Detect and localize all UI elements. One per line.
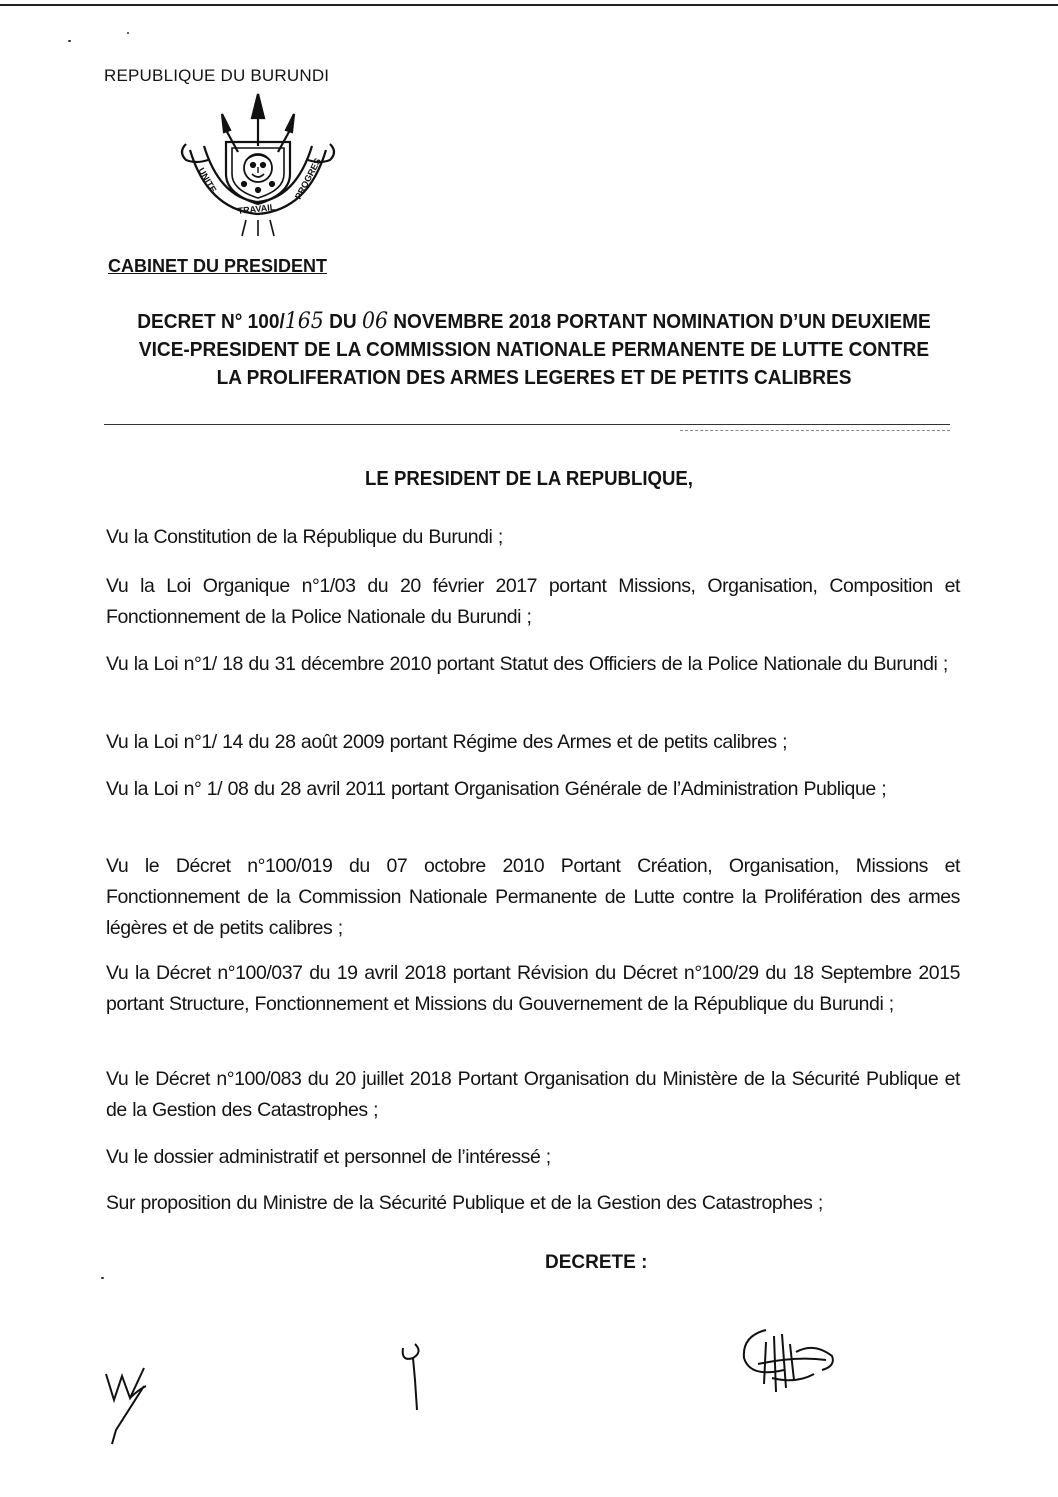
consideration-paragraph: Vu la Décret n°100/037 du 19 avril 2018 portant Révision du Décret n°100/29 du 18 Septembre 2015 portant Structure, Fonctionnement et Missions du Gouvernement de la République du Burundi ; — [106, 962, 960, 1015]
consideration-paragraph: Vu la Loi Organique n°1/03 du 20 février 2017 portant Missions, Organisation, Composition et Fonctionnement de la Police Nationale du Burundi ; — [106, 575, 960, 628]
handwritten-decree-number: 165 — [284, 309, 324, 334]
consideration-paragraph: Vu la Constitution de la République du Burundi ; — [106, 526, 503, 548]
consideration-paragraph: Sur proposition du Ministre de la Sécurité Publique et de la Gestion des Catastrophes ; — [106, 1192, 823, 1214]
scan-speck — [101, 1277, 104, 1279]
motto-unite: UNITE — [196, 166, 219, 195]
scan-speck — [127, 32, 129, 34]
scan-top-border — [0, 4, 1058, 6]
consideration-paragraph: Vu la Loi n°1/ 14 du 28 août 2009 portant Régime des Armes et de petits calibres ; — [106, 731, 788, 753]
burundi-coat-of-arms-emblem — [168, 90, 348, 242]
title-part3: NOVEMBRE 2018 PORTANT NOMINATION D’UN DEUXIEME VICE-PRESIDENT DE LA COMMISSION NATIONALE PERMANENTE DE LUTTE CONTRE LA PROLIFERATION DES ARMES LEGERES ET DE PETITS CALIBRES — [138, 310, 931, 389]
decrete-heading: DECRETE : — [545, 1252, 648, 1273]
republic-name: REPUBLIQUE DU BURUNDI — [104, 66, 330, 85]
motto-travail: TRAVAIL — [237, 202, 276, 216]
president-heading: LE PRESIDENT DE LA REPUBLIQUE, — [365, 468, 693, 490]
initials-signature-left — [100, 1360, 160, 1446]
scan-speck — [68, 40, 71, 42]
consideration-paragraph: Vu le Décret n°100/019 du 07 octobre 2010 Portant Création, Organisation, Missions et Fonctionnement de la Commission Nationale Permanente de Lutte contre la Prolifération des armes légères et de petits calibres ; — [106, 855, 960, 939]
consideration-paragraph: Vu le dossier administratif et personnel de l’intéressé ; — [106, 1146, 551, 1168]
handwritten-day: 06 — [361, 309, 388, 334]
consideration-paragraph: Vu le Décret n°100/083 du 20 juillet 2018 Portant Organisation du Ministère de la Sécurité Publique et de la Gestion des Catastrophes ; — [106, 1068, 960, 1121]
initials-signature-right — [736, 1322, 846, 1402]
consideration-paragraph: Vu la Loi n°1/ 18 du 31 décembre 2010 portant Statut des Officiers de la Police Nationale du Burundi ; — [106, 653, 948, 675]
motto-progres: PROGRES — [292, 156, 323, 201]
title-part1: DECRET N° 100/ — [137, 310, 285, 333]
decree-title — [134, 308, 934, 392]
title-underline — [104, 424, 950, 425]
cabinet-label: CABINET DU PRESIDENT — [108, 256, 328, 276]
title-part2: DU — [323, 310, 362, 333]
title-underline-dashed — [680, 430, 950, 431]
consideration-paragraph: Vu la Loi n° 1/ 08 du 28 avril 2011 portant Organisation Générale de l’Administration Publique ; — [106, 778, 887, 800]
initials-signature-middle — [395, 1340, 435, 1420]
